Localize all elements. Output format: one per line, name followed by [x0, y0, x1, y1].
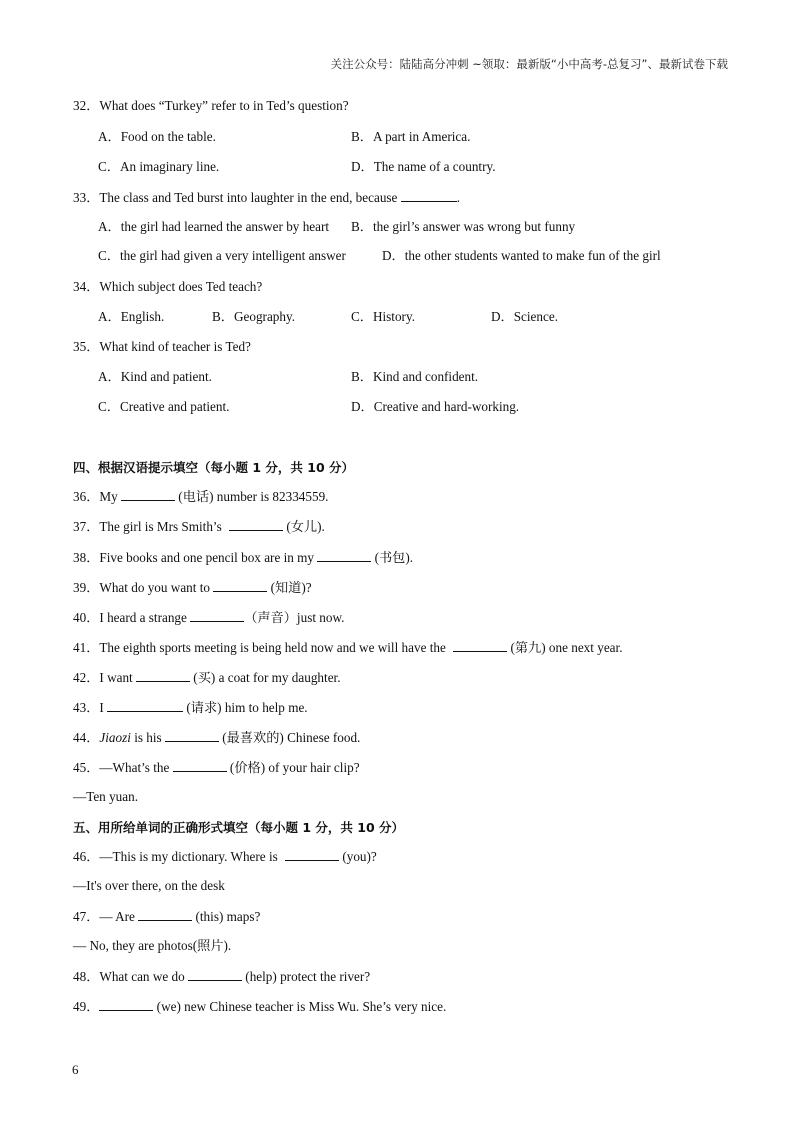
- q37-post: (女儿).: [286, 519, 325, 534]
- q35-option-d: D．Creative and hard-working.: [351, 399, 520, 414]
- page-number: 6: [72, 1062, 79, 1077]
- q44-italic-word: Jiaozi: [99, 730, 131, 745]
- q44-num: 44．: [73, 730, 100, 745]
- q33-stem-end: .: [456, 190, 460, 205]
- answer-blank: [165, 729, 219, 742]
- question-33-stem: [73, 189, 460, 206]
- q32-option-b: B．A part in America.: [351, 129, 471, 144]
- answer-blank: [99, 998, 153, 1011]
- answer-blank: [285, 848, 339, 861]
- q42-post: (买) a coat for my daughter.: [193, 670, 341, 685]
- question-35-stem: 35．What kind of teacher is Ted?: [73, 339, 251, 354]
- q47-answer-line: — No, they are photos(照片).: [73, 938, 232, 953]
- q35-option-b: B．Kind and confident.: [351, 369, 479, 384]
- question-39: [73, 579, 312, 596]
- question-38: [73, 549, 413, 566]
- page-header-banner: 关注公众号：陆陆高分冲刺 ~领取：最新版“小中高考-总复习”、最新试卷下载: [330, 57, 728, 71]
- q43-pre: 43．I: [73, 700, 104, 715]
- section-4-heading: 四、根据汉语提示填空（每小题 1 分，共 10 分）: [73, 460, 355, 475]
- q46-answer-line: —It's over there, on the desk: [73, 878, 225, 893]
- question-40: [73, 609, 344, 626]
- q43-post: (请求) him to help me.: [186, 700, 308, 715]
- q49-num: 49．: [73, 999, 100, 1014]
- question-34-stem: 34．Which subject does Ted teach?: [73, 279, 263, 294]
- q41-pre: 41．The eighth sports meeting is being held now and we will have the: [73, 640, 446, 655]
- question-47: [73, 908, 260, 925]
- question-42: [73, 669, 341, 686]
- answer-blank: [107, 699, 183, 712]
- section-5-heading: 五、用所给单词的正确形式填空（每小题 1 分，共 10 分）: [73, 820, 405, 835]
- q45-post: (价格) of your hair clip?: [229, 760, 360, 775]
- answer-blank: [138, 908, 192, 921]
- q38-pre: 38．Five books and one pencil box are in my: [73, 550, 314, 565]
- q44-post: (最喜欢的) Chinese food.: [222, 730, 361, 745]
- question-46: [73, 848, 377, 865]
- q42-pre: 42．I want: [73, 670, 133, 685]
- q33-stem-text: 33．The class and Ted burst into laughter in the end, because: [73, 190, 398, 205]
- q48-pre: 48．What can we do: [73, 969, 185, 984]
- q46-post: (you)?: [342, 849, 377, 864]
- q46-pre: 46．—This is my dictionary. Where is: [73, 849, 278, 864]
- q38-post: (书包).: [374, 550, 414, 565]
- q45-pre: 45．—What’s the: [73, 760, 170, 775]
- answer-blank: [317, 549, 371, 562]
- q40-pre: 40．I heard a strange: [73, 610, 187, 625]
- q47-post: (this) maps?: [195, 909, 261, 924]
- answer-blank: [401, 189, 457, 202]
- q35-option-a: A．Kind and patient.: [98, 369, 212, 384]
- answer-blank: [173, 759, 227, 772]
- q33-option-d: D．the other students wanted to make fun of the girl: [382, 248, 661, 263]
- q36-post: (电话) number is 82334559.: [178, 489, 329, 504]
- answer-blank: [136, 669, 190, 682]
- q32-option-a: A．Food on the table.: [98, 129, 216, 144]
- q33-option-c: C．the girl had given a very intelligent answer: [98, 248, 346, 263]
- q34-option-a: A．English.: [98, 309, 165, 324]
- q36-pre: 36．My: [73, 489, 118, 504]
- q32-option-c: C．An imaginary line.: [98, 159, 220, 174]
- q39-post: (知道)?: [270, 580, 312, 595]
- answer-blank: [213, 579, 267, 592]
- q34-option-d: D．Science.: [491, 309, 559, 324]
- q47-pre: 47．— Are: [73, 909, 135, 924]
- q33-option-b: B．the girl’s answer was wrong but funny: [351, 219, 576, 234]
- answer-blank: [121, 488, 175, 501]
- q49-post: (we) new Chinese teacher is Miss Wu. She’s very nice.: [156, 999, 447, 1014]
- q34-option-b: B．Geography.: [212, 309, 296, 324]
- q45-answer-line: —Ten yuan.: [73, 789, 138, 804]
- q37-pre: 37．The girl is Mrs Smith’s: [73, 519, 222, 534]
- q39-pre: 39．What do you want to: [73, 580, 210, 595]
- question-36: [73, 488, 328, 505]
- question-48: [73, 968, 370, 985]
- answer-blank: [188, 968, 242, 981]
- question-32-stem: 32．What does “Turkey” refer to in Ted’s question?: [73, 98, 349, 113]
- q33-option-a: A．the girl had learned the answer by heart: [98, 219, 330, 234]
- q41-post: (第九) one next year.: [510, 640, 623, 655]
- answer-blank: [453, 639, 507, 652]
- question-49: [73, 998, 446, 1015]
- q44-pre: is his: [134, 730, 162, 745]
- q34-option-c: C．History.: [351, 309, 415, 324]
- answer-blank: [190, 609, 244, 622]
- q40-post: （声音）just now.: [244, 610, 345, 625]
- q32-option-d: D．The name of a country.: [351, 159, 496, 174]
- answer-blank: [229, 518, 283, 531]
- q48-post: (help) protect the river?: [245, 969, 371, 984]
- q35-option-c: C．Creative and patient.: [98, 399, 230, 414]
- question-44: [73, 729, 360, 746]
- question-43: [73, 699, 308, 716]
- question-41: [73, 639, 623, 656]
- question-45: [73, 759, 360, 776]
- question-37: [73, 518, 325, 535]
